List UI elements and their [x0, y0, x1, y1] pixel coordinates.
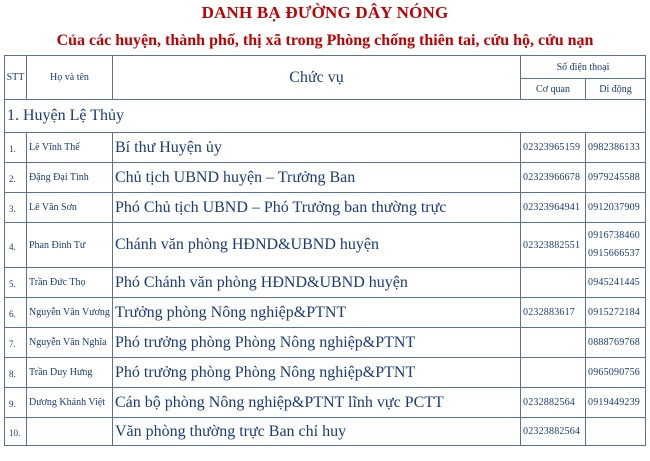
row-stt: 10.	[5, 418, 27, 446]
row-name: Nguyễn Văn Vương	[27, 298, 113, 328]
row-mobile-phone: 0919449239	[586, 388, 646, 418]
row-office-phone: 0232883617	[521, 298, 586, 328]
hotline-directory-table	[4, 55, 646, 446]
table-row	[5, 268, 646, 298]
row-role: Chủ tịch UBND huyện – Trưởng Ban	[113, 163, 521, 193]
section-heading: 1. Huyện Lệ Thủy	[5, 100, 646, 133]
row-name: Nguyễn Văn Nghĩa	[27, 328, 113, 358]
row-role: Bí thư Huyện ủy	[113, 133, 521, 163]
row-role: Phó trưởng phòng Phòng Nông nghiệp&PTNT	[113, 358, 521, 388]
row-office-phone: 02323965159	[521, 133, 586, 163]
row-name: Phan Đình Tư	[27, 223, 113, 268]
row-role: Cán bộ phòng Nông nghiệp&PTNT lĩnh vực PCTT	[113, 388, 521, 418]
table-row	[5, 163, 646, 193]
row-mobile-phone: 0912037909	[586, 193, 646, 223]
row-office-phone: 0232882564	[521, 388, 586, 418]
row-mobile-phone: 0915272184	[586, 298, 646, 328]
row-office-phone: 02323964941	[521, 193, 586, 223]
row-stt: 3.	[5, 193, 27, 223]
row-office-phone	[521, 268, 586, 298]
column-header-role: Chức vụ	[113, 56, 521, 100]
row-name: Lê Vĩnh Thế	[27, 133, 113, 163]
row-stt: 8.	[5, 358, 27, 388]
row-office-phone: 02323882551	[521, 223, 586, 268]
row-mobile-phones	[586, 223, 646, 268]
row-stt: 5.	[5, 268, 27, 298]
table-row	[5, 418, 646, 446]
row-office-phone: 02323882564	[521, 418, 586, 446]
row-name: Trần Đức Thọ	[27, 268, 113, 298]
row-name: Lê Văn Sơn	[27, 193, 113, 223]
row-mobile-phone	[586, 418, 646, 446]
column-header-mobile: Di động	[586, 79, 646, 100]
row-name: Dương Khánh Việt	[27, 388, 113, 418]
row-office-phone: 02323966678	[521, 163, 586, 193]
row-mobile-phone: 0916738460	[588, 230, 640, 241]
column-header-phone: Số điện thoại	[521, 56, 646, 79]
row-mobile-phone: 0979245588	[586, 163, 646, 193]
row-name: Đặng Đại Tình	[27, 163, 113, 193]
row-office-phone	[521, 328, 586, 358]
row-role: Chánh văn phòng HĐND&UBND huyện	[113, 223, 521, 268]
page-subtitle: Của các huyện, thành phố, thị xã trong Phòng chống thiên tai, cứu hộ, cứu nạn	[56, 32, 594, 49]
row-stt: 9.	[5, 388, 27, 418]
row-mobile-phone: 0945241445	[586, 268, 646, 298]
row-name: Trần Duy Hưng	[27, 358, 113, 388]
table-row	[5, 298, 646, 328]
table-row	[5, 358, 646, 388]
row-role: Văn phòng thường trực Ban chỉ huy	[113, 418, 521, 446]
row-mobile-phone: 0965090756	[586, 358, 646, 388]
row-office-phone	[521, 358, 586, 388]
table-row	[5, 388, 646, 418]
column-header-name: Họ và tên	[27, 56, 113, 100]
row-stt: 4.	[5, 223, 27, 268]
table-row	[5, 328, 646, 358]
row-stt: 2.	[5, 163, 27, 193]
table-row	[5, 133, 646, 163]
row-role: Phó trưởng phòng Phòng Nông nghiệp&PTNT	[113, 328, 521, 358]
row-role: Trưởng phòng Nông nghiệp&PTNT	[113, 298, 521, 328]
row-mobile-phone: 0982386133	[586, 133, 646, 163]
row-role: Phó Chủ tịch UBND – Phó Trưởng ban thường trực	[113, 193, 521, 223]
column-header-office: Cơ quan	[521, 79, 586, 100]
row-stt: 7.	[5, 328, 27, 358]
row-stt: 6.	[5, 298, 27, 328]
row-mobile-phone: 0888769768	[586, 328, 646, 358]
row-name	[27, 418, 113, 446]
row-stt: 1.	[5, 133, 27, 163]
page-title: DANH BẠ ĐƯỜNG DÂY NÓNG	[201, 3, 449, 22]
row-role: Phó Chánh văn phòng HĐND&UBND huyện	[113, 268, 521, 298]
table-row	[5, 223, 646, 268]
table-row	[5, 193, 646, 223]
column-header-stt: STT	[5, 56, 27, 100]
row-mobile-phone-secondary: 0915666537	[588, 248, 640, 259]
